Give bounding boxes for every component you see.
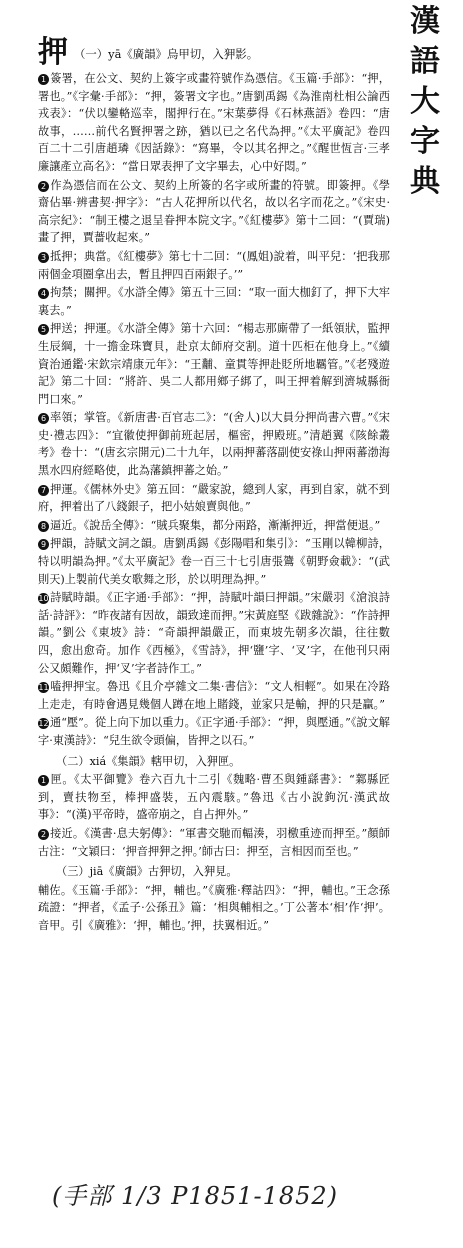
book-title-char: 字 bbox=[410, 124, 440, 159]
reading-section-2: （二）xiá《集韻》轄甲切，入狎匣。 bbox=[56, 754, 241, 768]
sense-text: 率領；掌管。《新唐書·百官志二》：“(舍人)以大員分押尚書六曹。”《宋史·禮志四》：“宜徽使押御前班起居，樞密，押殿班。”清趙翼《陔餘叢考》卷十：“(唐玄宗開元)二十九年，以兩押蕃落副使安祿山押兩蕃渤海黑水四府經略使，此為藩鎮押蕃之始。” bbox=[38, 411, 390, 478]
sense-item bbox=[38, 825, 390, 860]
entry-heading bbox=[38, 35, 390, 70]
handwritten-note: (手部 1/3 P1851-1852) bbox=[52, 1182, 339, 1210]
sense-text: 逼近。《說岳全傳》：“賊兵聚集，都分兩路，漸漸押近，押當便退。” bbox=[50, 518, 381, 532]
sense-number-badge: 2 bbox=[38, 829, 49, 840]
sense-text: 簽署，在公文、契約上簽字或畫符號作為憑信。《玉篇·手部》：“押，署也。”《字彙·手部》：“押，簽署文字也。”唐劉禹錫《為淮南杜相公論西戎表》：“伏以鑾輅巡幸，閣押行在。”宋葉夢得《石林燕語》卷四：“唐故事，……前代名賢押署之跡，猶以已之名代為押。”《太平廣記》卷四百二十二引唐趙璘《因話錄》：“寫畢，令以其名押之。”《醒世恆言·三孝廉讓產立高名》：“當日眾表押了文字畢去，心中好悶。” bbox=[38, 72, 390, 173]
book-title-char: 典 bbox=[410, 164, 440, 199]
sense-definition-3: 輔佐。《玉篇·手部》：“押，輔也。”《廣雅·釋詁四》：“押，輔也。”王念孫疏證：“押者，《孟子·公孫丑》篇：‘相與輔相之。’丁公著本‘相’作‘押’。音甲。引《廣雅》：‘押，輔也。’押，扶翼相近。” bbox=[38, 883, 390, 932]
sense-number-badge: 10 bbox=[38, 594, 49, 604]
sense-text: 押韻，詩賦文詞之韻。唐劉禹錫《彭陽唱和集引》：“玉剛以韓柳詩，特以明韻為押。”《太平廣記》卷一百三十七引唐張鷟《朝野僉載》：“(武則天)上製前代美女歌舞之形，於以明理為押。” bbox=[38, 537, 390, 586]
sense-text: 嗑押押宝。魯迅《且介亭雜文二集·書信》：“文人相輕”。如果在冷路上走走，有時會遇見幾個人蹲在地上賭錢，並家只是輸，押的只是贏。” bbox=[38, 680, 390, 711]
sense-number-badge: 6 bbox=[38, 413, 49, 424]
sense-item bbox=[38, 678, 390, 713]
headword: 押 bbox=[38, 35, 68, 70]
sense-text: 抵押；典當。《紅樓夢》第七十二回：“(鳳姐)說着，叫平兒：‘把我那兩個金項圈拿出去，暫且押四百兩銀子。’” bbox=[38, 249, 390, 281]
sense-number-badge: 11 bbox=[38, 683, 49, 693]
sense-item bbox=[38, 771, 390, 824]
book-title-char: 大 bbox=[410, 84, 440, 119]
sense-text: 押運。《儒林外史》第五回：“嚴家說，總到人家，再到自家，就不到府，押着出了八錢銀子，把小姑娘賣與他。” bbox=[38, 482, 390, 514]
sense-item bbox=[38, 409, 390, 479]
sense-number-badge: 4 bbox=[38, 288, 49, 299]
sense-number-badge: 12 bbox=[38, 719, 49, 729]
sense-item bbox=[38, 320, 390, 408]
sense-list-1 bbox=[38, 70, 390, 750]
sense-item bbox=[38, 589, 390, 677]
pronunciation-line: （一）yā《廣韻》烏甲切，入狎影。 bbox=[74, 47, 259, 61]
sense-number-badge: 7 bbox=[38, 485, 49, 496]
sense-number-badge: 5 bbox=[38, 324, 49, 335]
sense-number-badge: 3 bbox=[38, 252, 49, 263]
book-title-char: 漢 bbox=[410, 4, 440, 39]
sense-text: 詩賦時韻。《正字通·手部》：“押，詩賦叶韻曰押韻。”宋嚴羽《滄浪詩話·詩評》：“昨夜諸有因故，韻致達而押。”宋黃庭堅《跋雜說》：“作詩押韻。”劉公《東坡》詩：“奇韻押韻嚴正，而東坡先朝多次韻，往往數四，愈出愈奇。加作《西極》，《雪詩》，押‘鹽’字、‘叉’字，在他刊只兩公又頗難作，押‘叉’字者詩作工。” bbox=[38, 591, 390, 675]
sense-list-2 bbox=[38, 771, 390, 860]
sense-number-badge: 9 bbox=[38, 539, 49, 550]
sense-number-badge: 2 bbox=[38, 181, 49, 192]
sense-number-badge: 1 bbox=[38, 775, 49, 786]
sense-item bbox=[38, 284, 390, 319]
sense-item bbox=[38, 248, 390, 283]
sense-item bbox=[38, 714, 390, 749]
book-title-vertical bbox=[392, 2, 458, 202]
sense-item bbox=[38, 177, 390, 247]
dictionary-entry bbox=[38, 35, 390, 936]
sense-text: 押送；押運。《水滸全傳》第十六回：“楊志那廝帶了一紙領狀，監押生辰綱，十一擔金珠寶貝，赴京太師府交割。道十匹柜在他身上。”《續資治通鑑·宋欽宗靖康元年》：“王黼、童貫等押赴貶所地羈管。”《老殘遊記》第二十回：“將許、吳二人都用鄉子綁了，叫王押着解到濟城縣衙門口來。” bbox=[38, 322, 390, 406]
sense-text: 拘禁；關押。《水滸全傳》第五十三回：“取一面大枷釘了，押下大牢裏去。” bbox=[38, 286, 390, 317]
sense-text: 接近。《漢書·息夫躬傳》：“軍書交馳而輻湊，羽檄重迹而押至。”顏師古注：“文穎曰：‘押音押狎之押。’師古曰：押至，言相因而至也。” bbox=[38, 826, 390, 858]
sense-item bbox=[38, 535, 390, 588]
sense-text: 作為憑信而在公文、契約上所簽的名字或所畫的符號。即簽押。《學齋佔畢·辨書契·押字》：“古人花押所以代名，故以名字而花之。”《宋史·高宗紀》：“制王樓之退呈眷押本院文字。”《紅樓夢》第十二回：“(賈瑞)畫了押，賈薔收起來。” bbox=[38, 178, 390, 245]
sense-number-badge: 1 bbox=[38, 74, 49, 85]
book-title-char: 語 bbox=[410, 44, 440, 79]
sense-item bbox=[38, 517, 390, 535]
sense-number-badge: 8 bbox=[38, 521, 49, 532]
sense-item bbox=[38, 70, 390, 176]
reading-section-3: （三）jiā《廣韻》古狎切，入狎見。 bbox=[56, 865, 238, 879]
sense-text: 通“壓”。從上向下加以重力。《正字通·手部》：“押，與壓通。”《說文解字·東漢詩》：“兒生欲令頭偏，皆押之以石。” bbox=[38, 716, 390, 747]
sense-item bbox=[38, 481, 390, 516]
sense-text: 匣。《太平御覽》卷六百九十二引《魏略·曹丕與鍾繇書》：“鄴縣匠到，賣扶物至，棒押盛裝，五內震駭。”魯迅《古小說鉤沉·漢武故事》：“(漢)平帝時，盛帝崩之，自占押外。” bbox=[38, 773, 390, 822]
